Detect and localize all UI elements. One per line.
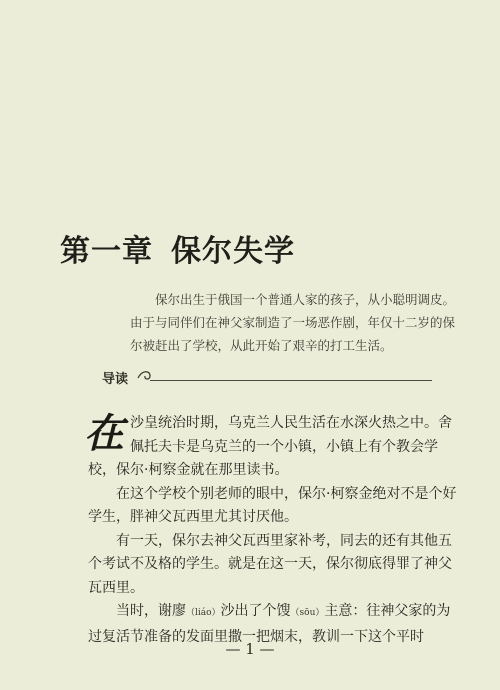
chapter-intro [130, 288, 462, 357]
chapter-name: 保尔失学 [171, 234, 295, 269]
body-paragraph-2: 在这个学校个别老师的眼中，保尔·柯察金绝对不是个好学生，胖神父瓦西里尤其讨厌他。 [88, 485, 457, 525]
chapter-title [60, 226, 295, 270]
guide-label: 导读 [102, 372, 129, 387]
swirl-ornament-icon [136, 366, 156, 384]
chapter-body [84, 410, 460, 649]
body-paragraph-1 [84, 410, 460, 483]
body-paragraph-4-part1: 当时，谢廖 [116, 603, 186, 619]
page-number: — 1 — [225, 640, 275, 658]
intro-paragraph: 保尔出生于俄国一个普通人家的孩子，从小聪明调皮。由于与同伴们在神父家制造了一场恶作剧，年仅十二岁的保尔被赶出了学校，从此开始了艰辛的打工生活。 [130, 292, 456, 353]
body-paragraph-3: 有一天，保尔去神父瓦西里家补考，同去的还有其他五个考试不及格的学生。就是在这一天，保尔彻底得罪了神父瓦西里。 [88, 532, 452, 596]
guide-divider [150, 380, 432, 381]
drop-cap: 在 [84, 410, 124, 457]
pinyin-annotation-liao: （liáo） [186, 608, 221, 618]
body-paragraph-4-part3: 主意：往神父家的为过复活节准备的发面里撒一把烟末，教训一下这个平时 [88, 603, 451, 645]
body-paragraph-1-text: 沙皇统治时期，乌克兰人民生活在水深火热之中。舍佩托夫卡是乌克兰的一个小镇，小镇上有个教会学校，保尔·柯察金就在那里读书。 [88, 415, 452, 478]
pinyin-annotation-sou: （sōu） [290, 608, 325, 618]
body-paragraph-4-part2: 沙出了个馊 [220, 603, 291, 619]
chapter-number: 第一章 [60, 234, 153, 269]
